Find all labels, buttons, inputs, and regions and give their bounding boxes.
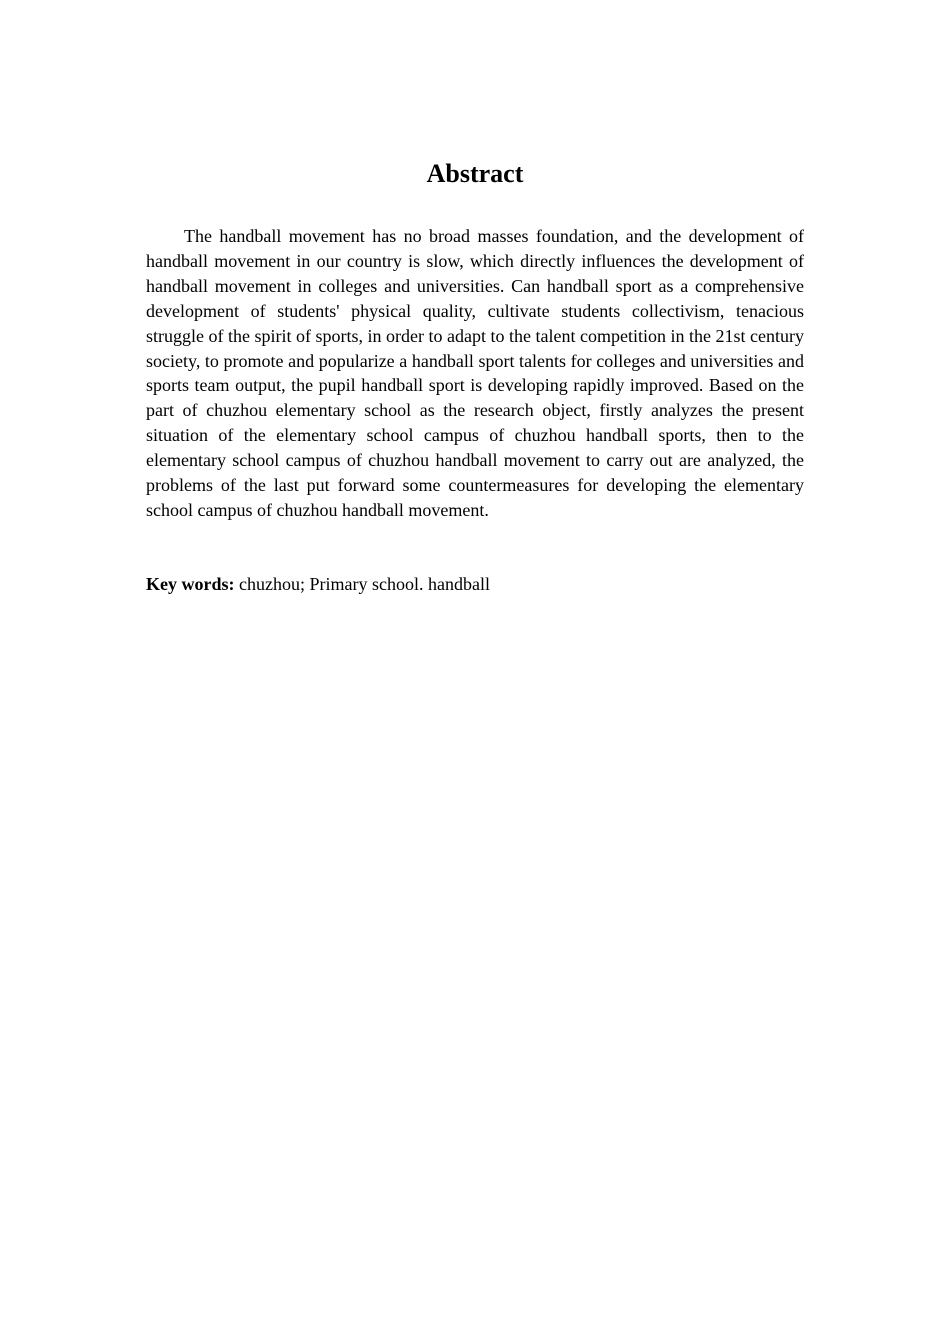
abstract-paragraph: The handball movement has no broad masses foundation, and the development of handball movement in our country is slow, which directly influences the development of handball movement in colleges and universities. Can handball sport as a comprehensive development of students' physical quality, cultivate students collectivism, tenacious struggle of the spirit of sports, in order to adapt to the talent competition in the 21st century society, to promote and popularize a handball sport talents for colleges and universities and sports team output, the pupil handball sport is developing rapidly improved. Based on the part of chuzhou elementary school as the research object, firstly analyzes the present situation of the elementary school campus of chuzhou handball sports, then to the elementary school campus of chuzhou handball movement to carry out are analyzed, the problems of the last put forward some countermeasures for developing the elementary school campus of chuzhou handball movement. bbox=[146, 226, 804, 520]
page-title: Abstract bbox=[426, 159, 524, 188]
keywords-label: Key words: bbox=[146, 574, 235, 594]
keywords-value: chuzhou; Primary school. handball bbox=[234, 574, 490, 594]
keywords-line bbox=[146, 572, 804, 597]
